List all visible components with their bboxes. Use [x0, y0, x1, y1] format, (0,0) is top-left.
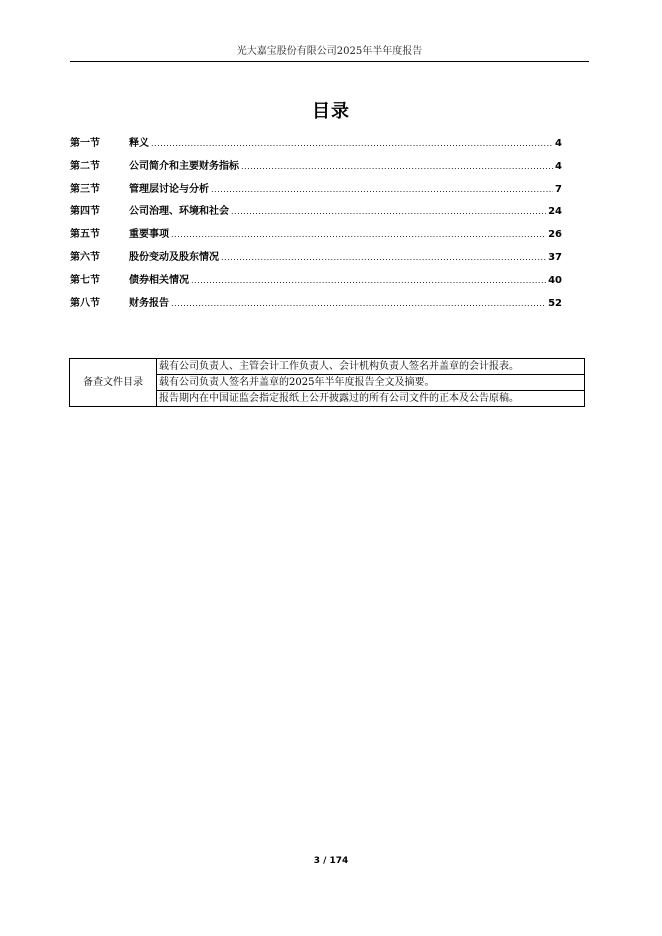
header-divider — [70, 61, 589, 62]
reference-documents-label: 备查文件目录 — [70, 359, 157, 407]
toc-entry-7[interactable] — [70, 271, 562, 294]
toc-page-number: 7 — [555, 183, 562, 195]
reference-document-item: 载有公司负责人签名并盖章的2025年半年度报告全文及摘要。 — [157, 375, 585, 391]
toc-entry-2[interactable] — [70, 157, 562, 180]
toc-section-number: 第一节 — [70, 138, 100, 149]
toc-leader-dots — [171, 299, 546, 308]
toc-section-number: 第七节 — [70, 274, 100, 286]
table-row — [70, 359, 585, 375]
toc-section-name: 财务报告 — [129, 297, 169, 309]
toc-section-number: 第四节 — [70, 206, 100, 218]
toc-section-name: 债券相关情况 — [129, 274, 189, 286]
toc-entry-4[interactable] — [70, 202, 562, 225]
toc-section-name: 公司简介和主要财务指标 — [129, 160, 239, 172]
toc-section-name: 股份变动及股东情况 — [129, 251, 219, 263]
toc-page-number: 40 — [548, 274, 562, 286]
toc-leader-dots — [221, 253, 546, 262]
reference-documents-table — [69, 358, 585, 407]
toc-page-number: 4 — [555, 160, 562, 172]
toc-page-number: 37 — [548, 251, 562, 263]
toc-section-name: 重要事项 — [129, 229, 169, 241]
table-of-contents — [70, 134, 562, 316]
toc-leader-dots — [171, 230, 546, 239]
toc-leader-dots — [151, 139, 553, 148]
toc-leader-dots — [191, 276, 546, 285]
toc-section-number: 第八节 — [70, 297, 100, 309]
toc-section-number: 第六节 — [70, 251, 100, 263]
toc-entry-6[interactable] — [70, 248, 562, 271]
toc-entry-5[interactable] — [70, 225, 562, 248]
toc-section-number: 第五节 — [70, 229, 100, 241]
toc-page-number: 24 — [548, 206, 562, 218]
toc-leader-dots — [231, 207, 546, 216]
toc-section-number: 第三节 — [70, 183, 100, 195]
toc-leader-dots — [241, 162, 553, 171]
toc-entry-1[interactable] — [70, 134, 562, 157]
toc-entry-3[interactable] — [70, 180, 562, 203]
toc-entry-8[interactable] — [70, 294, 562, 317]
page-number-footer: 3 / 174 — [313, 856, 349, 866]
toc-section-name: 公司治理、环境和社会 — [129, 206, 229, 218]
toc-leader-dots — [211, 185, 553, 194]
page-header: 光大嘉宝股份有限公司2025年半年度报告 — [236, 46, 423, 57]
toc-section-number: 第二节 — [70, 160, 100, 172]
toc-page-number: 52 — [548, 297, 562, 309]
toc-title: 目录 — [312, 101, 350, 122]
toc-section-name: 管理层讨论与分析 — [129, 183, 209, 195]
reference-document-item: 报告期内在中国证监会指定报纸上公开披露过的所有公司文件的正本及公告原稿。 — [157, 391, 585, 407]
toc-section-name: 释义 — [129, 138, 149, 149]
reference-document-item: 载有公司负责人、主管会计工作负责人、会计机构负责人签名并盖章的会计报表。 — [157, 359, 585, 375]
toc-page-number: 4 — [555, 138, 562, 149]
toc-page-number: 26 — [548, 229, 562, 241]
